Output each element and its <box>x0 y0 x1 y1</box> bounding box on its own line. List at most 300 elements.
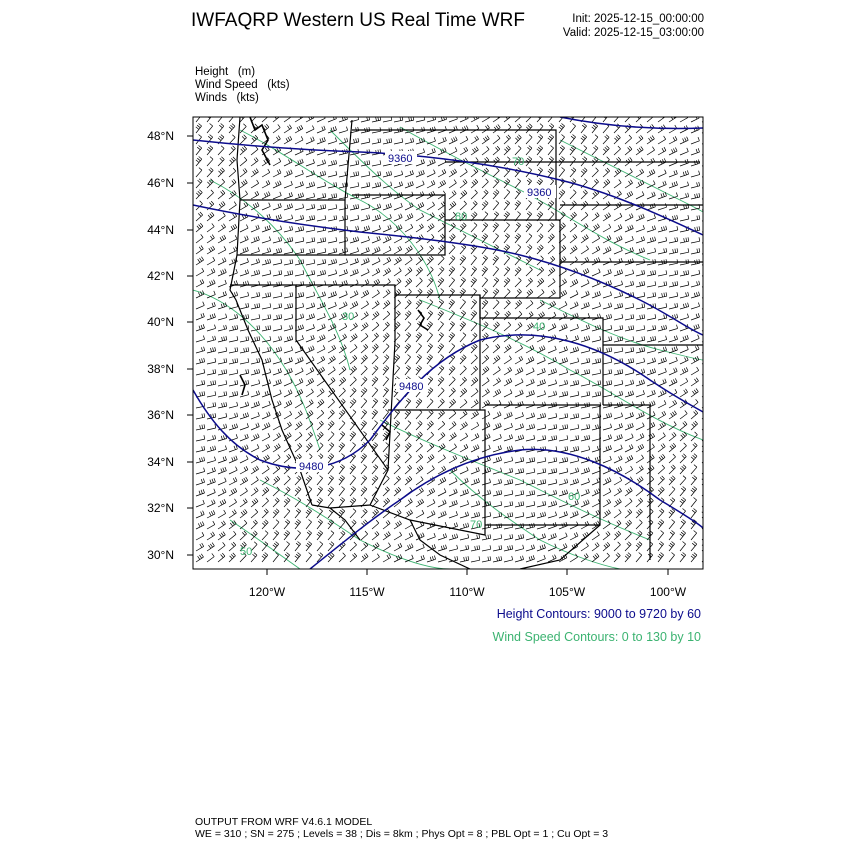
wind-barb <box>372 290 380 298</box>
wind-barb <box>372 247 380 254</box>
wind-barb <box>284 248 293 254</box>
wind-barb <box>614 434 622 441</box>
wind-barb <box>614 347 623 353</box>
wind-barb <box>603 303 612 309</box>
wind-barb <box>339 432 345 442</box>
wind-barb <box>460 267 466 277</box>
wind-barb <box>691 171 700 177</box>
wind-barb <box>592 291 601 298</box>
wind-barb <box>438 511 446 518</box>
wind-barb <box>262 225 271 232</box>
wind-barb <box>460 512 469 518</box>
wind-barb <box>284 336 293 342</box>
wind-barb <box>581 478 590 485</box>
wind-barb <box>251 498 258 507</box>
wind-barb <box>295 136 303 144</box>
wind-barb <box>504 457 513 463</box>
wind-barb <box>207 257 215 265</box>
wind-barb <box>548 391 557 397</box>
wind-barb <box>570 279 578 287</box>
wind-barb <box>581 380 590 386</box>
wind-barb <box>548 279 555 288</box>
wind-barb <box>394 366 400 376</box>
wind-barb <box>405 399 411 409</box>
wind-barb <box>581 435 590 441</box>
wind-barb <box>592 302 601 309</box>
wind-barb <box>273 542 279 551</box>
wind-barb <box>526 501 535 507</box>
wind-barb <box>405 499 412 508</box>
wind-barb <box>339 248 348 254</box>
wind-barb <box>207 246 215 254</box>
wind-barb <box>658 454 665 463</box>
wind-barb <box>658 181 666 188</box>
wind-barb <box>361 290 369 298</box>
wind-barb <box>339 498 345 508</box>
wind-barb <box>680 421 687 430</box>
wind-barb <box>647 292 656 298</box>
wind-barb <box>647 390 655 397</box>
wind-barb <box>218 347 227 353</box>
wind-barb <box>273 465 280 474</box>
wind-barb <box>614 224 622 232</box>
wind-barb <box>570 234 577 243</box>
wind-barb <box>658 531 664 541</box>
wind-barb <box>614 509 621 518</box>
wind-barb <box>284 325 293 331</box>
wind-barb <box>328 498 334 508</box>
wind-barb <box>218 402 227 408</box>
wind-barb <box>394 410 400 420</box>
wind-barb <box>669 553 675 563</box>
wind-barb <box>229 135 235 144</box>
wind-barb <box>482 136 489 144</box>
wind-barb <box>218 146 224 155</box>
wind-barb <box>284 125 292 133</box>
wind-barb <box>361 258 369 265</box>
wind-barb <box>471 136 479 144</box>
wind-barb <box>262 509 268 518</box>
wind-barb <box>515 267 521 276</box>
wind-barb <box>548 522 557 529</box>
wind-barb <box>636 455 644 463</box>
wind-barb <box>669 248 678 254</box>
wind-barb <box>515 424 524 431</box>
wind-barb <box>537 234 543 243</box>
wind-barb <box>229 314 238 320</box>
wind-barb <box>559 457 568 463</box>
wind-barb <box>504 534 513 540</box>
wind-barb <box>350 487 356 497</box>
wind-barb <box>317 335 325 342</box>
wind-barb <box>526 545 535 551</box>
wind-barb <box>515 390 523 397</box>
wind-barb <box>559 324 567 331</box>
wind-barb <box>218 456 227 463</box>
wind-barb <box>262 180 270 188</box>
wind-barb <box>636 292 645 298</box>
wind-barb <box>636 423 644 430</box>
wind-label: 60 <box>568 491 581 503</box>
wind-barb <box>526 201 532 211</box>
wind-barb <box>273 169 281 177</box>
wind-barb <box>449 433 456 442</box>
wind-barb <box>482 146 489 155</box>
wind-barb <box>669 454 676 463</box>
wind-barb <box>328 215 337 221</box>
wind-barb <box>405 267 412 276</box>
wind-barb <box>647 214 656 221</box>
wind-barb <box>625 412 634 419</box>
lat-label-30: 30°N <box>147 548 174 562</box>
wind-barb <box>570 212 577 221</box>
wind-barb <box>691 148 700 155</box>
wind-barb <box>658 147 666 155</box>
wind-barb <box>240 247 248 254</box>
wind-barb <box>614 180 621 189</box>
wind-barb <box>383 268 391 276</box>
wind-barb <box>240 270 249 277</box>
wind-barb <box>493 256 499 266</box>
wind-barb <box>328 487 334 497</box>
wind-barb <box>240 168 247 177</box>
wind-barb <box>625 180 633 188</box>
wind-barb <box>317 259 326 265</box>
wind-barb <box>636 325 645 331</box>
wind-barb <box>295 487 301 496</box>
wind-barb <box>438 333 444 343</box>
wind-barb <box>504 401 512 408</box>
wind-barb <box>262 553 268 563</box>
wind-barb <box>416 300 422 309</box>
wind-barb <box>526 356 534 364</box>
wind-barb <box>383 193 392 199</box>
wind-barb <box>625 270 634 276</box>
wind-barb <box>526 512 535 518</box>
wind-barb <box>559 424 568 430</box>
wind-barb <box>306 443 312 452</box>
wind-barb <box>372 311 379 320</box>
wind-barb <box>438 377 444 386</box>
wind-barb <box>570 391 579 397</box>
wind-barb <box>284 281 293 287</box>
wind-barb <box>603 542 610 551</box>
wind-barb <box>251 509 258 518</box>
wind-barb <box>581 257 589 265</box>
wind-barb <box>328 454 334 464</box>
wind-barb <box>515 435 524 441</box>
wind-barb <box>317 148 326 155</box>
wind-barb <box>471 300 477 310</box>
wind-barb <box>284 509 290 518</box>
wind-barb <box>669 465 675 474</box>
wind-barb <box>416 355 422 365</box>
wind-barb <box>559 468 568 474</box>
wind-barb <box>515 146 521 155</box>
wind-barb <box>460 322 466 332</box>
wind-barb <box>581 146 587 156</box>
wind-barb <box>427 202 435 210</box>
wind-barb <box>548 380 557 386</box>
wind-barb <box>559 369 568 375</box>
wind-barb <box>240 314 249 320</box>
wind-barb <box>405 510 413 518</box>
wind-barb <box>284 204 293 211</box>
wind-barb <box>515 179 521 188</box>
wind-barb <box>438 545 447 551</box>
wind-barb <box>251 401 260 408</box>
wind-barb <box>240 499 247 507</box>
wind-barb <box>207 457 216 463</box>
wind-barb <box>691 182 700 188</box>
wind-barb <box>537 201 543 211</box>
wind-barb <box>372 138 381 144</box>
wind-barb <box>295 114 303 122</box>
wind-barb <box>361 454 367 464</box>
wind-barb <box>691 115 699 123</box>
wind-barb <box>361 553 368 562</box>
wind-barb <box>262 498 269 507</box>
wind-barb <box>592 179 599 188</box>
wind-barb <box>625 531 631 540</box>
wind-barb <box>515 457 524 463</box>
wind-barbs <box>196 113 711 563</box>
wind-barb <box>482 256 488 266</box>
wind-barb <box>273 379 281 386</box>
wind-barb <box>218 413 227 419</box>
wind-barb <box>515 322 522 331</box>
wind-barb <box>416 366 422 376</box>
wind-barb <box>449 278 455 287</box>
wind-barb <box>295 368 303 375</box>
wind-barb <box>438 300 444 310</box>
wind-barb <box>295 357 303 364</box>
wind-barb <box>284 379 292 386</box>
wind-barb <box>636 225 645 232</box>
wind-barb <box>570 335 579 342</box>
wind-barb <box>306 303 315 309</box>
wind-barb <box>460 433 468 441</box>
wind-barb <box>658 237 667 243</box>
wind-barb <box>636 303 645 309</box>
wind-barb <box>471 147 478 155</box>
wind-barb <box>207 336 216 342</box>
wind-barb <box>295 181 304 188</box>
wind-barb <box>427 148 435 155</box>
wind-barb <box>647 325 656 331</box>
wind-barb <box>471 311 477 321</box>
wind-barb <box>449 478 457 486</box>
wind-barb <box>570 168 576 177</box>
wind-barb <box>196 135 202 145</box>
wind-barb <box>636 412 644 419</box>
wind-barb <box>372 160 381 166</box>
wind-barb <box>636 191 644 199</box>
wind-barb <box>372 410 378 420</box>
wind-barb <box>471 377 478 386</box>
wind-barb <box>306 226 315 232</box>
wind-barb <box>669 443 676 452</box>
wind-barb <box>636 347 645 353</box>
wind-barb <box>669 542 675 552</box>
wind-barb <box>669 325 678 331</box>
wind-barb <box>548 457 557 463</box>
lat-label-38: 38°N <box>147 362 174 376</box>
wind-barb <box>317 487 323 497</box>
wind-barb <box>559 490 568 496</box>
wind-barb <box>592 314 601 320</box>
wind-barb <box>207 369 216 375</box>
wind-barb <box>317 410 324 419</box>
wind-barb <box>625 325 634 331</box>
wind-barb <box>284 292 293 298</box>
variable-wind-speed-label: Wind Speed (kts) <box>195 79 290 91</box>
wind-barb <box>680 520 686 530</box>
wind-barb <box>581 190 588 199</box>
wind-barb <box>218 391 227 397</box>
wind-barb <box>361 269 369 276</box>
wind-barb <box>636 380 645 386</box>
height-label: 9360 <box>527 187 552 199</box>
wind-barb <box>636 180 644 188</box>
wind-barb <box>350 476 356 486</box>
wind-barb <box>284 476 290 485</box>
wind-barb <box>350 269 358 276</box>
wind-barb <box>339 291 347 298</box>
wind-barb <box>636 498 643 507</box>
wind-barb <box>603 213 611 221</box>
wind-barb <box>251 202 259 210</box>
wind-barb <box>405 333 411 343</box>
wind-barb <box>603 336 612 342</box>
wind-barb <box>669 181 678 188</box>
wind-barb <box>218 124 224 134</box>
wind-barb <box>493 278 499 288</box>
wind-barb <box>196 223 203 232</box>
wind-barb <box>449 115 457 122</box>
wind-barb <box>207 435 216 441</box>
wind-barb <box>636 553 642 563</box>
wind-barb <box>295 443 302 452</box>
wind-barb <box>207 532 215 540</box>
wind-barb <box>416 344 422 354</box>
wind-barb <box>581 543 589 551</box>
wind-barb <box>658 303 667 309</box>
wind-barb <box>273 476 280 485</box>
wind-barb <box>515 490 524 496</box>
wind-barb <box>416 289 422 298</box>
wind-barb <box>394 182 403 189</box>
wind-barb <box>251 391 260 397</box>
wind-barb <box>350 291 358 299</box>
wind-barb <box>449 455 457 463</box>
wind-barb <box>196 324 205 331</box>
wind-barb <box>218 157 224 166</box>
wind-barb <box>306 520 312 530</box>
wind-barb <box>350 182 359 188</box>
wind-barb <box>394 257 402 265</box>
wind-barb <box>361 410 367 419</box>
wind-barb <box>284 181 292 188</box>
wind-barb <box>295 125 303 133</box>
wind-barb <box>196 279 204 287</box>
wind-barb <box>350 160 359 166</box>
wind-barb <box>625 434 633 441</box>
wind-barb <box>636 444 644 452</box>
wind-barb <box>559 157 565 167</box>
wind-barb <box>350 258 359 265</box>
lon-label-110: 110°W <box>449 585 485 599</box>
wind-barb <box>548 490 557 496</box>
wind-barb <box>328 399 335 408</box>
wind-barb <box>240 477 248 485</box>
wind-barb <box>196 168 202 177</box>
wind-barb <box>438 399 444 408</box>
wind-barb <box>449 399 456 408</box>
wind-barb <box>207 268 215 276</box>
map-frame <box>193 117 703 569</box>
wind-barb <box>438 366 444 375</box>
wind-barb <box>240 303 249 309</box>
wind-barb <box>559 135 565 145</box>
wind-barb <box>416 499 424 507</box>
wind-barb <box>306 346 314 353</box>
wind-barb <box>229 413 238 419</box>
wind-barb <box>306 215 315 221</box>
height-label: 9480 <box>399 381 424 393</box>
wind-barb <box>449 377 455 386</box>
wind-barb <box>207 358 216 364</box>
wind-barb <box>625 466 633 474</box>
wind-barb <box>295 215 304 221</box>
wind-label: 30 <box>342 311 355 323</box>
wind-barb <box>350 432 356 442</box>
wind-barb <box>537 435 546 441</box>
wind-barb <box>493 311 499 320</box>
wind-barb <box>284 411 292 419</box>
wind-barb <box>669 346 678 353</box>
wind-barb <box>317 356 325 364</box>
wind-barb <box>196 522 204 530</box>
wind-barb <box>680 335 688 342</box>
wind-barb <box>405 454 412 463</box>
wind-barb <box>559 391 568 397</box>
wind-barb <box>460 377 467 386</box>
wind-barb <box>372 258 380 266</box>
wind-barb <box>449 366 455 375</box>
wind-barb <box>669 336 678 343</box>
wind-barb <box>416 202 424 210</box>
wind-barb <box>658 292 667 298</box>
wind-barb <box>658 465 665 474</box>
wind-barb <box>229 179 236 188</box>
wind-barb <box>449 180 456 188</box>
wind-barb <box>427 256 434 265</box>
wind-barb <box>306 314 315 321</box>
wind-barb <box>361 312 368 320</box>
wind-barb <box>504 267 510 276</box>
wind-barb <box>504 423 513 430</box>
wind-barb <box>449 444 457 452</box>
wind-barb <box>603 325 612 331</box>
wind-barb <box>438 421 445 430</box>
wind-barb <box>273 433 281 441</box>
wind-barb <box>284 303 293 309</box>
wind-barb <box>427 556 436 563</box>
wind-barb <box>559 380 568 386</box>
wind-barb <box>658 281 667 287</box>
wind-barb <box>669 432 676 441</box>
